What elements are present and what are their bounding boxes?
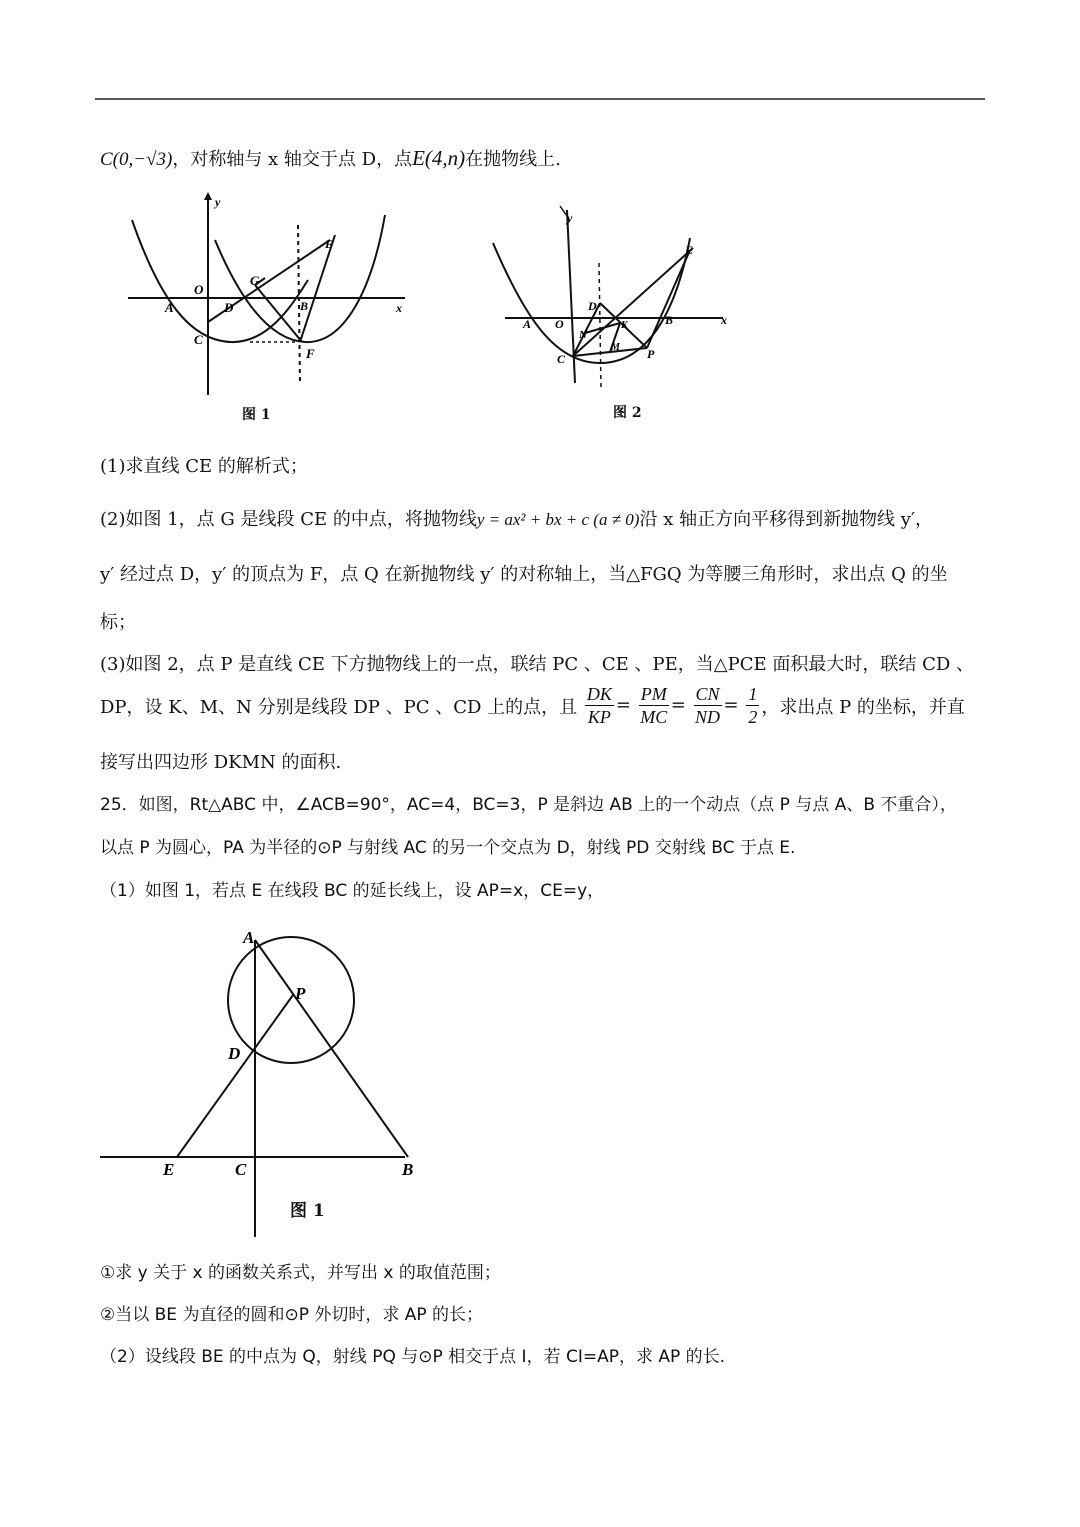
intro-text-2: 在抛物线上. — [465, 149, 561, 170]
point-e-coord: E(4,n) — [412, 146, 466, 170]
problem-25-line-3: （1）如图 1，若点 E 在线段 BC 的延长线上，设 AP=x，CE=y， — [100, 881, 605, 901]
fig1-b-label: B — [300, 299, 309, 313]
question-3-text-b: ，求出点 P 的坐标，并直 — [761, 696, 965, 718]
intro-line — [100, 145, 561, 171]
tri-d-label: D — [228, 1044, 241, 1063]
fig2-a-label: A — [523, 317, 532, 331]
ratio-dk-kp: $\frac{DK}{KP}$ — [586, 684, 612, 727]
question-2-line-2: y′ 经过点 D，y′ 的顶点为 F，点 Q 在新抛物线 y′ 的对称轴上，当△FGQ 为等腰三角形时，求出点 Q 的坐 — [100, 564, 948, 585]
sub-question-1: ①求 y 关于 x 的函数关系式，并写出 x 的取值范围； — [100, 1263, 501, 1283]
fig1-c-label: C — [194, 332, 203, 347]
tri-a-label: A — [243, 928, 255, 947]
question-3-text-a: DP，设 K、M、N 分别是线段 DP 、PC 、CD 上的点，且 — [100, 696, 578, 718]
question-2-text-b: 沿 x 轴正方向平移得到新抛物线 y′， — [639, 509, 934, 530]
fig1-y-label: y — [215, 195, 221, 209]
fig2-x-label: x — [721, 313, 727, 327]
fig2-e-label: E — [685, 243, 694, 257]
fig2-y-label: y — [567, 211, 573, 225]
triangle-figure-caption: 图 1 — [290, 1201, 325, 1221]
tri-b-label: B — [402, 1160, 414, 1179]
fig1-a-label: A — [165, 300, 174, 315]
tri-c-label: C — [235, 1160, 247, 1179]
fig2-d-label: D — [588, 299, 597, 313]
figure-1-parabola — [120, 190, 420, 405]
fig2-p-label: P — [647, 347, 655, 361]
problem-25-line-1: 25．如图，Rt△ABC 中，∠ACB=90°，AC=4，BC=3，P 是斜边 AB 上的一个动点（点 P 与点 A、B 不重合）， — [100, 795, 957, 815]
ratio-one-half: $\frac{1}{2}$ — [748, 684, 758, 727]
fig2-c-label: C — [557, 352, 566, 366]
question-2-line-1 — [100, 505, 933, 531]
fig2-m-label: M — [611, 342, 620, 353]
question-1: (1)求直线 CE 的解析式； — [100, 456, 308, 477]
question-3-line-3: 接写出四边形 DKMN 的面积. — [100, 752, 342, 773]
ratio-cn-nd: $\frac{CN}{ND}$ — [695, 684, 721, 727]
fig1-f-label: F — [306, 346, 315, 361]
fig1-g-label: G — [250, 273, 260, 288]
tri-e-label: E — [163, 1160, 175, 1179]
ratio-pm-mc: $\frac{PM}{MC}$ — [640, 684, 668, 727]
fig1-d-label: D — [224, 300, 234, 315]
fig1-x-label: x — [396, 301, 402, 315]
top-divider — [95, 98, 985, 100]
problem-25-line-2: 以点 P 为圆心，PA 为半径的⊙P 与射线 AC 的另一个交点为 D，射线 PD 交射线 BC 于点 E. — [100, 838, 796, 858]
fig2-k-label: K — [621, 320, 628, 331]
figure-2-caption: 图 2 — [613, 405, 642, 421]
parabola-equation: y = ax² + bx + c (a ≠ 0) — [476, 510, 640, 529]
question-2-text-a: (2)如图 1，点 G 是线段 CE 的中点，将抛物线 — [100, 509, 477, 530]
figure-triangle-circle — [95, 925, 445, 1240]
fig2-n-label: N — [579, 329, 587, 341]
problem-25-question-2: （2）设线段 BE 的中点为 Q，射线 PQ 与⊙P 相交于点 I，若 CI=AP，求 AP 的长. — [100, 1347, 726, 1367]
question-3-line-2: DP，设 K、M、N 分别是线段 DP 、PC 、CD 上的点，且 $\frac{DK}{KP}$ = $\frac{PM}{MC}$ = $\frac{CN}{ND}$ = $\frac{1}{2}$ ，求出点 P 的坐标，并直 — [100, 684, 965, 727]
figure-1-caption: 图 1 — [242, 407, 271, 423]
intro-text-1: ，对称轴与 x 轴交于点 D，点 — [172, 149, 413, 170]
figure-2-parabola — [485, 198, 745, 393]
tri-p-label: P — [295, 984, 306, 1003]
question-2-line-3: 标； — [100, 612, 136, 633]
question-3-line-1: (3)如图 2，点 P 是直线 CE 下方抛物线上的一点，联结 PC 、CE 、PE，当△PCE 面积最大时，联结 CD 、 — [100, 654, 975, 675]
fig1-e-label: E — [325, 237, 334, 251]
fig1-o-label: O — [194, 282, 204, 297]
fig2-b-label: B — [665, 313, 674, 327]
point-c-coord: C(0,−√3) — [100, 149, 173, 170]
sub-question-2: ②当以 BE 为直径的圆和⊙P 外切时，求 AP 的长； — [100, 1305, 484, 1325]
fig2-o-label: O — [555, 317, 564, 331]
